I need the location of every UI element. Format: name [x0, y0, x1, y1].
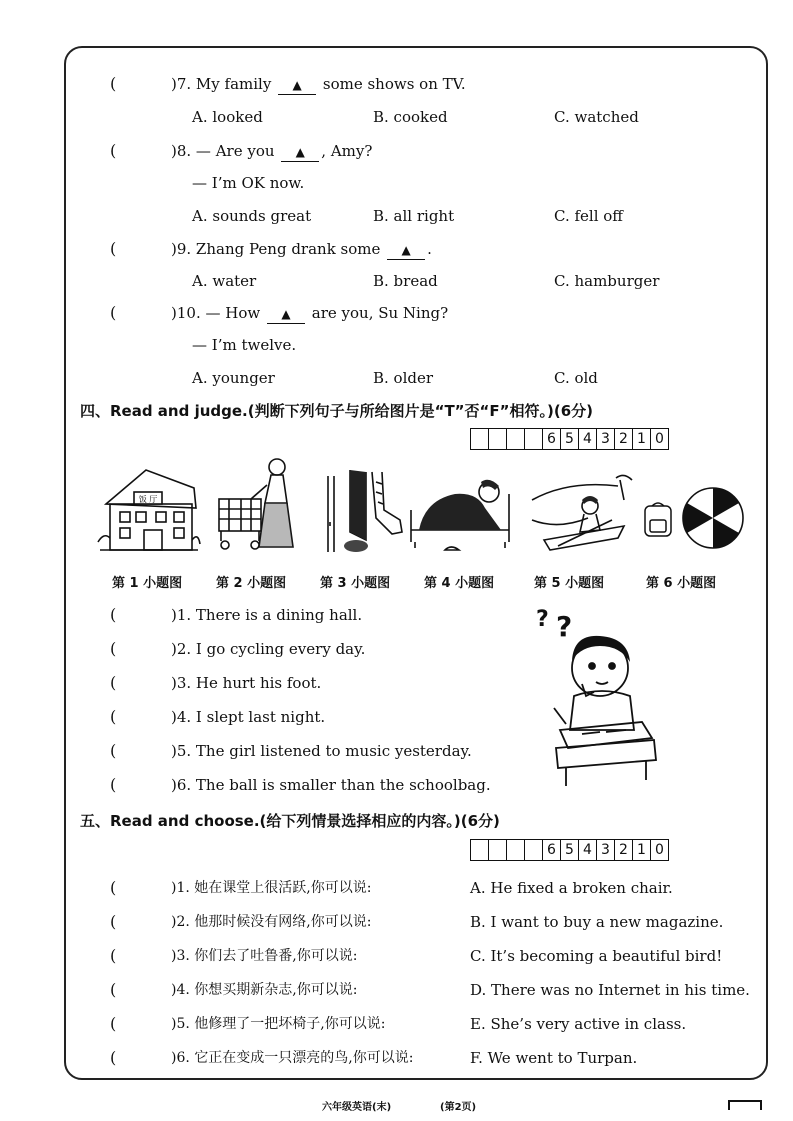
- option-c: C. watched: [554, 108, 639, 126]
- score-cell[interactable]: 4: [579, 429, 597, 450]
- answer-paren[interactable]: (: [110, 605, 117, 624]
- option-c: C. fell off: [554, 207, 623, 225]
- choose-item-6: )6. 它正在变成一只漂亮的鸟,你可以说:: [171, 1050, 414, 1066]
- judge-item-2: )2. I go cycling every day.: [171, 640, 366, 658]
- option-b: B. older: [373, 369, 434, 387]
- answer-paren[interactable]: (: [110, 1014, 117, 1033]
- question-stem: )9. Zhang Peng drank some ▲ .: [171, 240, 432, 258]
- shopping-woman-picture: [215, 455, 305, 555]
- score-table: [470, 839, 669, 861]
- picture-caption-4: 第 4 小题图: [424, 576, 495, 591]
- judge-item-1: )1. There is a dining hall.: [171, 606, 363, 624]
- svg-text:?: ?: [556, 610, 573, 643]
- section-title-read-and-judge: 四、Read and judge.(判断下列句子与所给图片是“T”否“F”相符。)(6分): [80, 402, 594, 420]
- answer-paren[interactable]: (: [110, 639, 117, 658]
- judge-item-3: )3. He hurt his foot.: [171, 674, 322, 692]
- choose-option-d: D. There was no Internet in his time.: [470, 981, 750, 999]
- choose-option-f: F. We went to Turpan.: [470, 1049, 638, 1067]
- choose-option-b: B. I want to buy a new magazine.: [470, 913, 724, 931]
- answer-paren[interactable]: (: [110, 74, 117, 93]
- option-a: A. looked: [192, 108, 263, 126]
- score-cell[interactable]: 5: [561, 840, 579, 861]
- score-cell[interactable]: 4: [579, 840, 597, 861]
- score-cell[interactable]: 2: [615, 429, 633, 450]
- score-cell[interactable]: [489, 429, 507, 450]
- triangle-icon: ▲: [401, 243, 411, 257]
- answer-paren[interactable]: (: [110, 1048, 117, 1067]
- question-stem: )7. My family ▲ some shows on TV.: [171, 75, 466, 93]
- triangle-icon: ▲: [281, 307, 291, 321]
- answer-paren[interactable]: (: [110, 673, 117, 692]
- picture-caption-3: 第 3 小题图: [320, 576, 391, 591]
- rowing-girl-picture: [528, 470, 638, 558]
- answer-paren[interactable]: (: [110, 303, 117, 322]
- score-cell[interactable]: 5: [561, 429, 579, 450]
- judge-item-6: )6. The ball is smaller than the schoolbag.: [171, 776, 491, 794]
- answer-paren[interactable]: (: [110, 878, 117, 897]
- choose-option-c: C. It’s becoming a beautiful bird!: [470, 947, 723, 965]
- score-cell[interactable]: [507, 429, 525, 450]
- question-stem: )10. — How ▲ are you, Su Ning?: [171, 304, 449, 322]
- score-cell[interactable]: [525, 429, 543, 450]
- option-c: C. hamburger: [554, 272, 660, 290]
- score-cell[interactable]: [507, 840, 525, 861]
- picture-caption-2: 第 2 小题图: [216, 576, 287, 591]
- judge-item-5: )5. The girl listened to music yesterday.: [171, 742, 472, 760]
- choose-item-2: )2. 他那时候没有网络,你可以说:: [171, 914, 372, 930]
- score-cell[interactable]: 3: [597, 429, 615, 450]
- choose-option-a: A. He fixed a broken chair.: [470, 879, 673, 897]
- option-a: A. water: [192, 272, 257, 290]
- score-cell[interactable]: [471, 840, 489, 861]
- dining-hall-picture: [96, 462, 202, 556]
- answer-paren[interactable]: (: [110, 912, 117, 931]
- option-b: B. cooked: [373, 108, 448, 126]
- answer-paren[interactable]: (: [110, 775, 117, 794]
- score-cell[interactable]: 0: [651, 429, 669, 450]
- choose-item-5: )5. 他修理了一把坏椅子,你可以说:: [171, 1016, 386, 1032]
- score-cell[interactable]: 6: [543, 840, 561, 861]
- question-stem: )8. — Are you ▲ , Amy?: [171, 142, 373, 160]
- sign-text: 饭 厅: [138, 495, 158, 504]
- score-table: [470, 428, 669, 450]
- answer-paren[interactable]: (: [110, 239, 117, 258]
- choose-option-e: E. She’s very active in class.: [470, 1015, 687, 1033]
- answer-paren[interactable]: (: [110, 980, 117, 999]
- answer-blank: [267, 304, 305, 324]
- sleeping-boy-picture: [405, 470, 517, 556]
- score-cell[interactable]: 2: [615, 840, 633, 861]
- picture-caption-5: 第 5 小题图: [534, 576, 605, 591]
- triangle-icon: ▲: [295, 145, 305, 159]
- option-a: A. younger: [192, 369, 275, 387]
- footer-page-number: (第2页): [440, 1102, 477, 1113]
- schoolbag-picture: [640, 500, 676, 540]
- corner-mark: [728, 1100, 762, 1110]
- answer-paren[interactable]: (: [110, 707, 117, 726]
- triangle-icon: ▲: [292, 78, 302, 92]
- score-cell[interactable]: 1: [633, 429, 651, 450]
- answer-paren[interactable]: (: [110, 946, 117, 965]
- score-cell[interactable]: [489, 840, 507, 861]
- question-reply: — I’m OK now.: [192, 174, 305, 192]
- answer-blank: [278, 75, 316, 95]
- section-title-read-and-choose: 五、Read and choose.(给下列情景选择相应的内容。)(6分): [80, 812, 500, 830]
- footer-grade: 六年级英语(末): [322, 1102, 392, 1113]
- picture-caption-1: 第 1 小题图: [112, 576, 183, 591]
- answer-blank: [387, 240, 425, 260]
- score-cell[interactable]: 1: [633, 840, 651, 861]
- choose-item-1: )1. 她在课堂上很活跃,你可以说:: [171, 880, 372, 896]
- svg-text:?: ?: [536, 607, 549, 632]
- score-cell[interactable]: 3: [597, 840, 615, 861]
- option-c: C. old: [554, 369, 598, 387]
- question-reply: — I’m twelve.: [192, 336, 297, 354]
- hurt-foot-picture: [320, 462, 410, 556]
- thinking-boy-picture: [530, 600, 660, 790]
- score-cell[interactable]: [471, 429, 489, 450]
- option-b: B. bread: [373, 272, 438, 290]
- score-cell[interactable]: [525, 840, 543, 861]
- option-b: B. all right: [373, 207, 455, 225]
- answer-paren[interactable]: (: [110, 741, 117, 760]
- score-cell[interactable]: 0: [651, 840, 669, 861]
- option-a: A. sounds great: [192, 207, 312, 225]
- choose-item-4: )4. 你想买期新杂志,你可以说:: [171, 982, 358, 998]
- judge-item-4: )4. I slept last night.: [171, 708, 326, 726]
- ball-picture: [680, 485, 746, 551]
- choose-item-3: )3. 你们去了吐鲁番,你可以说:: [171, 948, 358, 964]
- answer-blank: [281, 142, 319, 162]
- score-cell[interactable]: 6: [543, 429, 561, 450]
- picture-caption-6: 第 6 小题图: [646, 576, 717, 591]
- answer-paren[interactable]: (: [110, 141, 117, 160]
